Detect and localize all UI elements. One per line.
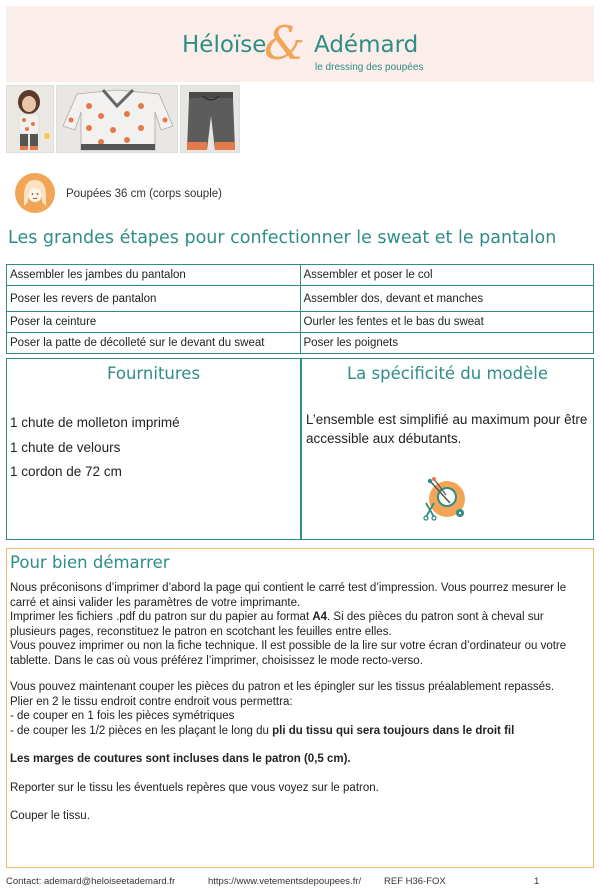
table-cell: Poser la ceinture — [7, 312, 301, 333]
paragraph — [10, 610, 590, 639]
paragraph: Vous pouvez imprimer ou non la fiche technique. Il est possible de la lire sur votre écran d’ordinateur ou votre tablette. Dans le cas où vous préférez l’imprimer, choisissez le mode recto-verso. — [10, 640, 567, 667]
table-cell: Assembler et poser le col — [300, 265, 594, 286]
pants-photo — [180, 85, 240, 153]
table-cell: Poser les revers de pantalon — [7, 286, 301, 312]
list-item: 1 chute de velours — [10, 440, 121, 455]
table-row — [7, 286, 594, 312]
seam-allowance-note: Les marges de coutures sont incluses dans le patron (0,5 cm). — [10, 753, 351, 765]
table-cell: Poser les poignets — [300, 333, 594, 354]
brand-name-right: Adémard — [314, 32, 419, 58]
paragraph: Nous préconisons d’imprimer d’abord la page qui contient le carré test d’impression. Vous pourrez mesurer le carré et ainsi valider les paramètres de votre imprimante. — [10, 582, 567, 609]
table-row — [7, 333, 594, 354]
getting-started-box — [6, 548, 594, 868]
page-title: Les grandes étapes pour confectionner le sweat et le pantalon — [8, 228, 557, 248]
sweat-photo — [56, 85, 178, 153]
header-banner — [6, 6, 594, 82]
paragraph: Vous pouvez maintenant couper les pièces du patron et les épingler sur les tissus préalablement repassés. — [10, 681, 555, 693]
sewing-kit-icon — [420, 473, 470, 523]
steps-table — [6, 264, 594, 354]
getting-started-title: Pour bien démarrer — [10, 553, 170, 572]
doll-size-label: Poupées 36 cm (corps souple) — [66, 188, 222, 200]
text-span: . Si des pièces du patron sont à cheval sur plusieurs pages, reconstituez le patron en scotchant les feuilles entre elles. — [10, 611, 544, 638]
table-row — [7, 312, 594, 333]
paragraph: Plier en 2 le tissu endroit contre endroit vous permettra: — [10, 695, 293, 708]
brand-ampersand: & — [264, 16, 305, 70]
specificite-text: L’ensemble est simplifié au maximum pour être accessible aux débutants. — [306, 412, 588, 446]
paragraph: Couper le tissu. — [10, 810, 90, 822]
table-cell: Assembler dos, devant et manches — [300, 286, 594, 312]
specificite-box — [301, 358, 594, 540]
page-number: 1 — [534, 876, 540, 887]
fournitures-box — [6, 358, 301, 540]
table-cell: Poser la patte de décolleté sur le devant du sweat — [7, 333, 301, 354]
brand-name-left: Héloïse — [182, 32, 267, 58]
grain-note: pli du tissu qui sera toujours dans le droit fil — [272, 724, 515, 737]
table-row — [7, 265, 594, 286]
doll-face-icon — [14, 172, 56, 214]
footer-url[interactable]: https://www.vetementsdepoupees.fr/ — [208, 876, 362, 887]
paragraph: - de couper en 1 fois les pièces symétriques — [10, 710, 235, 722]
list-item: 1 cordon de 72 cm — [10, 464, 122, 479]
getting-started-body — [10, 581, 590, 824]
paragraph — [10, 724, 590, 739]
table-cell: Ourler les fentes et le bas du sweat — [300, 312, 594, 333]
specificite-title: La spécificité du modèle — [346, 364, 549, 383]
footer-contact: Contact: ademard@heloiseetademard.fr — [6, 876, 176, 887]
footer-ref: REF H36-FOX — [384, 876, 446, 887]
list-item: 1 chute de molleton imprimé — [10, 415, 180, 430]
paragraph: Reporter sur le tissu les éventuels repères que vous voyez sur le patron. — [10, 781, 379, 794]
brand-logo — [174, 14, 434, 76]
doll-photo — [6, 85, 54, 153]
table-cell: Assembler les jambes du pantalon — [7, 265, 301, 286]
text-span: Imprimer les fichiers .pdf du patron sur du papier au format — [10, 611, 313, 623]
brand-tagline: le dressing des poupées — [315, 62, 424, 73]
fournitures-title: Fournitures — [106, 364, 201, 383]
text-span: - de couper les 1/2 pièces en les plaçant le long du — [10, 724, 273, 737]
format-highlight: A4 — [312, 611, 328, 623]
